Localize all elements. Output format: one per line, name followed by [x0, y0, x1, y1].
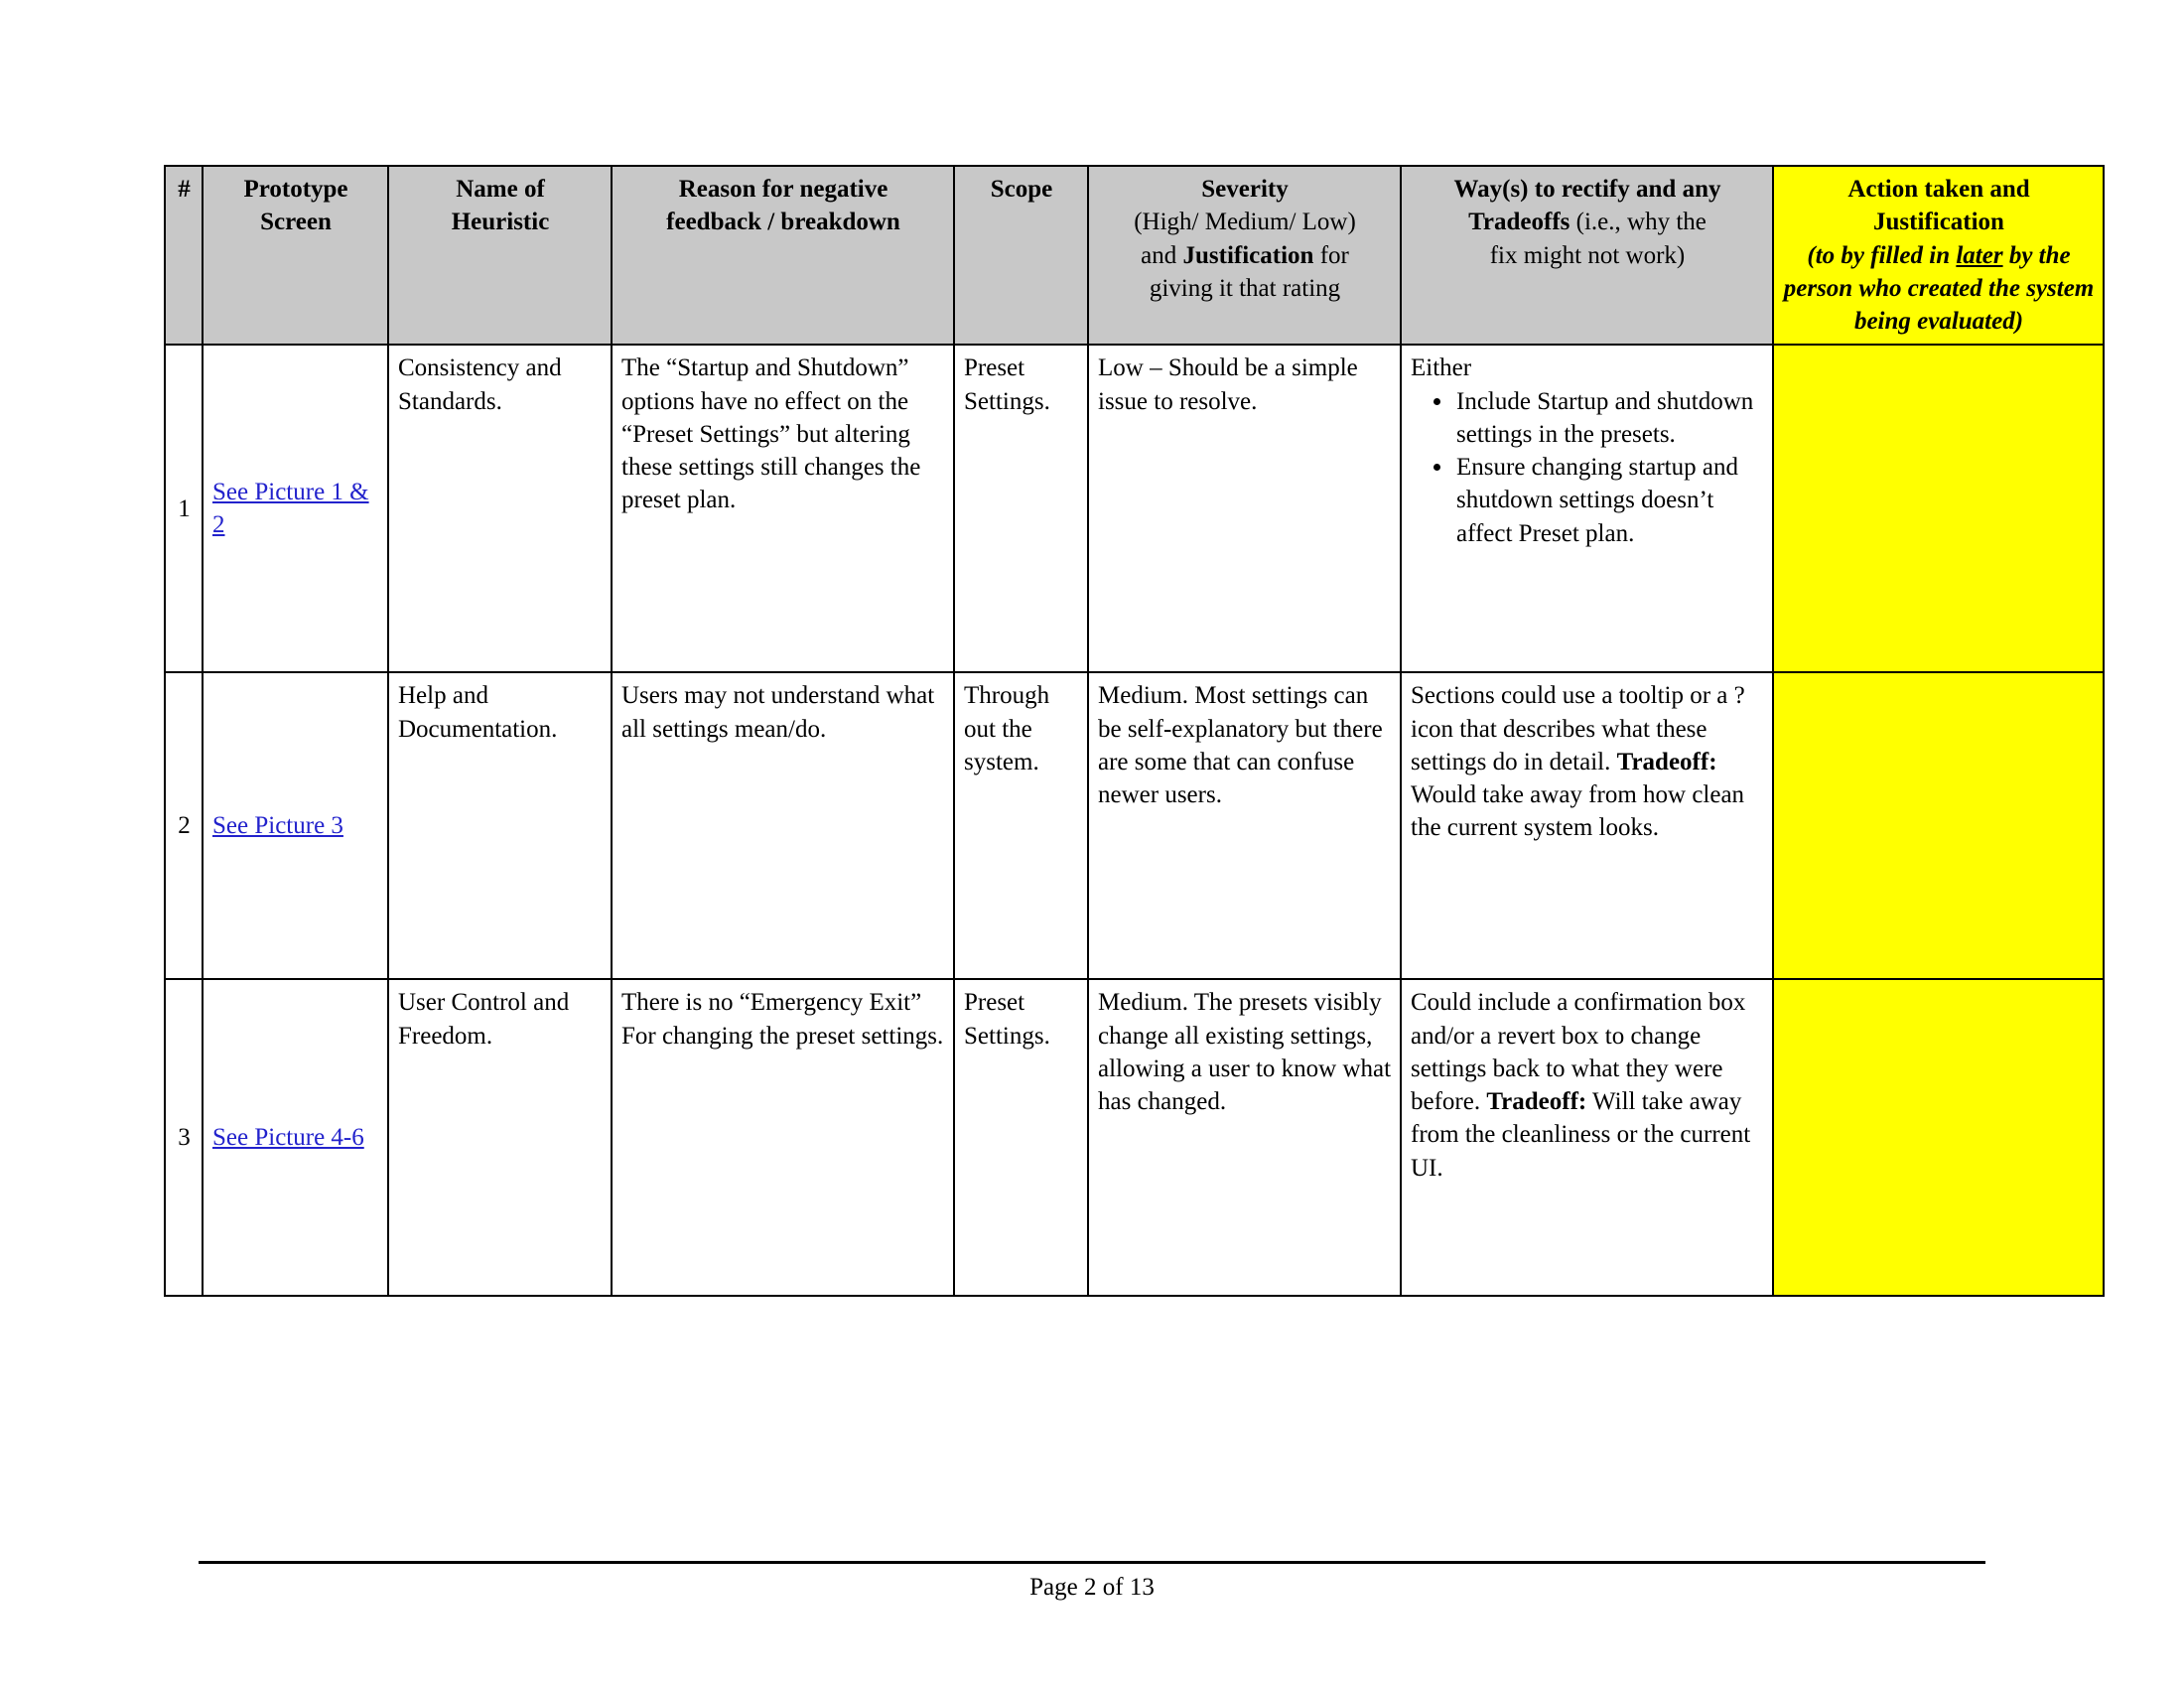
- page-number: Page 2 of 13: [1029, 1574, 1155, 1601]
- table-header-row: [165, 166, 2104, 345]
- tradeoff-text: Would take away from how clean the current system looks.: [1411, 781, 1745, 842]
- prototype-screen-cell: [203, 979, 388, 1296]
- tradeoff-label: Tradeoff:: [1486, 1088, 1587, 1115]
- column-header-ways-line2: [1411, 206, 1764, 238]
- column-header-action-sub: [1783, 239, 2095, 339]
- see-picture-link[interactable]: See Picture 3: [212, 812, 343, 840]
- column-header-scope-label: Scope: [990, 176, 1053, 203]
- column-header-reason-line2: feedback / breakdown: [666, 209, 900, 236]
- table-row: [165, 672, 2104, 979]
- column-header-heuristic-line2: Heuristic: [451, 209, 550, 236]
- ways-intro: Could include a confirmation box and/or a revert box to change settings back to what they were before.: [1411, 989, 1746, 1115]
- column-header-severity-line4: giving it that rating: [1149, 274, 1341, 302]
- action-cell[interactable]: [1773, 979, 2104, 1296]
- footer-divider: [199, 1561, 1985, 1564]
- ways-line2-bold: Tradeoffs: [1468, 209, 1570, 236]
- ways-cell: [1401, 345, 1773, 672]
- table-row: [165, 979, 2104, 1296]
- scope-cell: Through out the system.: [954, 672, 1088, 979]
- prototype-screen-cell: [203, 672, 388, 979]
- column-header-prototype-line1: Prototype: [243, 176, 348, 203]
- action-sub-pre: (to by filled in: [1807, 241, 1957, 269]
- scope-cell: Preset Settings.: [954, 345, 1088, 672]
- column-header-reason: [612, 166, 954, 345]
- tradeoff-label: Tradeoff:: [1616, 748, 1717, 775]
- column-header-severity: [1088, 166, 1401, 345]
- heuristic-cell: Consistency and Standards.: [388, 345, 612, 672]
- column-header-ways-line3: fix might not work): [1489, 241, 1686, 269]
- action-cell[interactable]: [1773, 672, 2104, 979]
- page-footer: [199, 1561, 1985, 1602]
- see-picture-link[interactable]: See Picture 1 & 2: [212, 479, 369, 539]
- ways-cell: [1401, 979, 1773, 1296]
- prototype-screen-cell: [203, 345, 388, 672]
- scope-cell: Preset Settings.: [954, 979, 1088, 1296]
- column-header-ways-line1: Way(s) to rectify and any: [1453, 176, 1721, 203]
- column-header-action-line1: Action taken and: [1847, 176, 2030, 203]
- column-header-action: [1773, 166, 2104, 345]
- table-row: [165, 345, 2104, 672]
- column-header-heuristic-line1: Name of: [456, 176, 545, 203]
- column-header-severity-line1: Severity: [1201, 176, 1289, 203]
- severity-cell: Medium. Most settings can be self-explanatory but there are some that can confuse newer users.: [1088, 672, 1401, 979]
- column-header-severity-line3: [1098, 239, 1392, 272]
- table-header: [165, 166, 2104, 345]
- action-sub-underline: later: [1956, 241, 2003, 269]
- see-picture-link[interactable]: See Picture 4-6: [212, 1124, 364, 1152]
- row-number: 1: [165, 345, 203, 672]
- severity-cell: Medium. The presets visibly change all existing settings, allowing a user to know what has changed.: [1088, 979, 1401, 1296]
- column-header-number: [165, 166, 203, 345]
- ways-line2-post: (i.e., why the: [1570, 209, 1706, 236]
- severity-line3-pre: and: [1141, 241, 1183, 269]
- list-item: • Include Startup and shutdown settings in the presets.: [1454, 385, 1764, 452]
- column-header-ways: [1401, 166, 1773, 345]
- list-item: • Ensure changing startup and shutdown settings doesn’t affect Preset plan.: [1454, 451, 1764, 550]
- ways-intro: Either: [1411, 354, 1472, 382]
- ways-bullet-list: [1411, 385, 1764, 550]
- ways-cell: [1401, 672, 1773, 979]
- severity-line3-post: for: [1313, 241, 1349, 269]
- column-header-heuristic: [388, 166, 612, 345]
- heuristic-evaluation-table: [164, 165, 2105, 1297]
- row-number: 2: [165, 672, 203, 979]
- column-header-prototype-screen: [203, 166, 388, 345]
- column-header-reason-line1: Reason for negative: [678, 176, 888, 203]
- reason-cell: There is no “Emergency Exit” For changing the preset settings.: [612, 979, 954, 1296]
- column-header-number-label: #: [178, 176, 191, 203]
- ways-intro: Sections could use a tooltip or a ? icon that describes what these settings do in detail.: [1411, 682, 1745, 775]
- reason-cell: The “Startup and Shutdown” options have no effect on the “Preset Settings” but altering these settings still changes the preset plan.: [612, 345, 954, 672]
- column-header-prototype-line2: Screen: [260, 209, 332, 236]
- reason-cell: Users may not understand what all settings mean/do.: [612, 672, 954, 979]
- table-body: [165, 345, 2104, 1296]
- severity-line3-bold: Justification: [1182, 241, 1314, 269]
- tradeoff-text: Will take away from the cleanliness or the current UI.: [1411, 1088, 1751, 1182]
- column-header-action-line2: Justification: [1873, 209, 2004, 236]
- row-number: 3: [165, 979, 203, 1296]
- action-sub-post: by the person who created the system being evaluated): [1783, 241, 2095, 335]
- severity-cell: Low – Should be a simple issue to resolve.: [1088, 345, 1401, 672]
- heuristic-cell: User Control and Freedom.: [388, 979, 612, 1296]
- column-header-severity-line2: (High/ Medium/ Low): [1134, 209, 1356, 236]
- column-header-scope: [954, 166, 1088, 345]
- heuristic-cell: Help and Documentation.: [388, 672, 612, 979]
- action-cell[interactable]: [1773, 345, 2104, 672]
